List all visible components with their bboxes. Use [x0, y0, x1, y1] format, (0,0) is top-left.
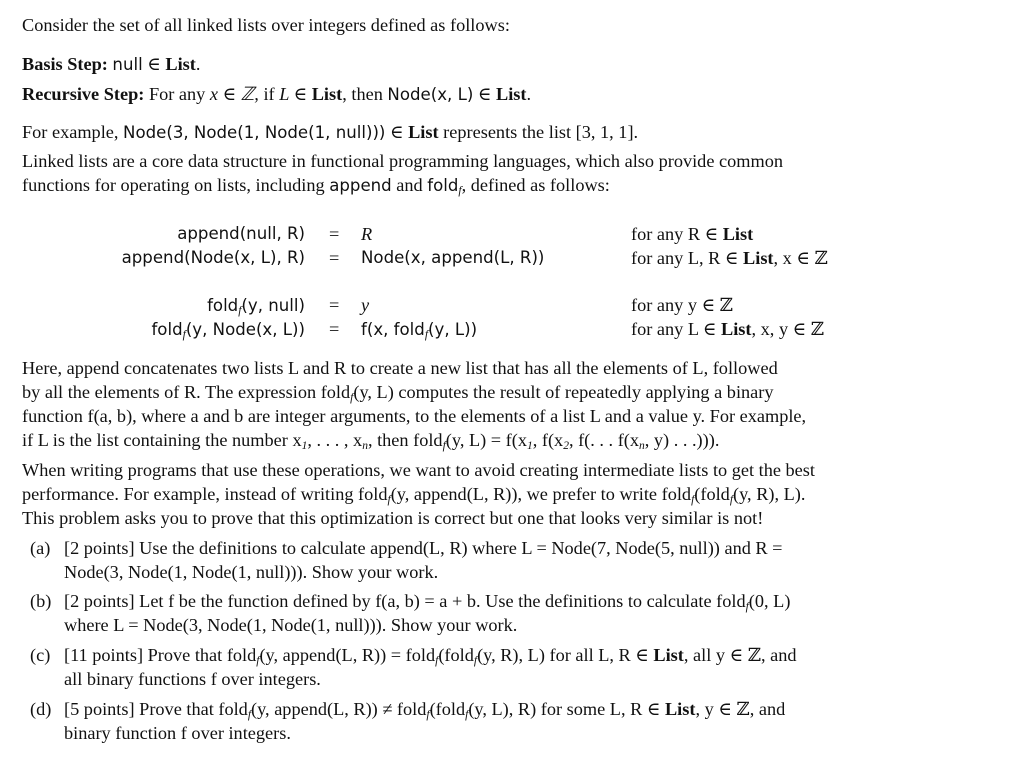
list-kw: List [653, 645, 684, 665]
def-fold-null-eq: = [329, 295, 340, 315]
basis-label: Basis Step: [22, 54, 108, 74]
para1-line1: Linked lists are a core data structure in functional programming languages, which also provide common [22, 151, 783, 171]
sub: 1 [526, 440, 533, 452]
para3-line1: When writing programs that use these operations, we want to avoid creating intermediate lists to get the best [22, 460, 815, 480]
cond-text: for any R ∈ [631, 224, 719, 244]
text: , f(. . . f(x [568, 430, 640, 450]
para1-and: and [396, 175, 423, 195]
question-label: (c) [30, 645, 51, 665]
recursive-text-a: For any [148, 84, 206, 104]
sub: f [247, 709, 252, 721]
def-append-node-lhs: append(Node(x, L), R) [121, 248, 305, 267]
question-text-line2: where L = Node(3, Node(1, Node(1, null))). Show your work. [64, 615, 518, 635]
def-fold-null-rhs: y [361, 295, 370, 315]
sub: f [473, 655, 478, 667]
text: (y, L) = f(x [445, 430, 527, 450]
para1-line2-b: , defined as follows: [461, 175, 610, 195]
recursive-end: . [526, 84, 532, 104]
fold-args: (y, Node(x, L)) [185, 320, 305, 339]
text: (fold [429, 699, 466, 719]
text: [11 points] Prove that fold [64, 645, 257, 665]
sub: f [426, 709, 430, 721]
text: [2 points] Let f be the function defined by f(a, b) = a + b. Use the definitions to calculate fold [64, 591, 746, 611]
text: if L is the list containing the number x [22, 430, 302, 450]
rhs-a: f(x, fold [361, 320, 425, 339]
sub: n [362, 440, 368, 452]
sub: f [350, 392, 354, 404]
cond-text: for any L ∈ [631, 319, 717, 339]
text: , y ∈ ℤ, and [695, 699, 786, 719]
def-append-node-cond [631, 246, 828, 270]
text: performance. For example, instead of writing fold [22, 484, 388, 504]
example-text-b: represents the list [3, 1, 1]. [443, 122, 639, 142]
cond-tail: , x ∈ ℤ [773, 248, 828, 268]
para1-line2 [22, 173, 610, 203]
text: (y, append(L, R)) ≠ fold [251, 699, 427, 719]
cond-tail: , x, y ∈ ℤ [751, 319, 825, 339]
sub: f [442, 440, 446, 452]
cond-list: List [722, 224, 754, 244]
def-append-null-lhs: append(null, R) [177, 224, 305, 243]
sub: f [256, 655, 260, 667]
example-in: ∈ [389, 122, 404, 142]
example-line [22, 120, 638, 145]
recursive-list: List [311, 84, 343, 104]
para2-line3: function f(a, b), where a and b are integer arguments, to the elements of a list L and a value y. For example, [22, 406, 807, 426]
question-label: (d) [30, 699, 52, 719]
para1-fold-sub: f [458, 185, 462, 197]
sub: f [691, 494, 695, 506]
fold-kw: fold [207, 296, 239, 315]
text: (y, append(L, R)), we prefer to write fold [390, 484, 692, 504]
sub: f [435, 655, 439, 667]
fold-sub: f [182, 329, 186, 341]
intro-text: Consider the set of all linked lists over integers defined as follows: [22, 15, 510, 35]
text: , all y ∈ ℤ, and [683, 645, 797, 665]
para1-line2-a: functions for operating on lists, including [22, 175, 325, 195]
para1-fold: fold [427, 176, 459, 195]
text: (y, R), L). [733, 484, 806, 504]
text: (0, L) [748, 591, 791, 611]
fold-args: (y, null) [241, 296, 305, 315]
para1-append: append [329, 176, 392, 195]
recursive-label: Recursive Step: [22, 84, 145, 104]
question-label: (a) [30, 538, 51, 558]
basis-step [22, 52, 200, 77]
def-append-node-eq: = [329, 248, 340, 268]
recursive-if: if [263, 84, 275, 104]
sub: f [729, 494, 734, 506]
text: (y, R), L) for all L, R ∈ [477, 645, 649, 665]
rhs-sub: f [424, 329, 429, 341]
example-list: List [408, 122, 439, 142]
sub: f [745, 601, 749, 613]
def-append-null-eq: = [329, 224, 340, 244]
example-node: Node(3, Node(1, Node(1, null))) [123, 123, 386, 142]
cond-list: List [743, 248, 774, 268]
text: , y) . . .))). [644, 430, 720, 450]
def-fold-null-cond: for any y ∈ ℤ [631, 295, 734, 315]
list-kw: List [664, 699, 696, 719]
def-append-node-rhs: Node(x, append(L, R)) [361, 248, 545, 267]
text: (fold [438, 645, 474, 665]
rhs-b: (y, L)) [428, 320, 478, 339]
cond-list: List [721, 319, 752, 339]
text: (fold [694, 484, 730, 504]
recursive-l-in: L ∈ [279, 84, 308, 104]
text: , . . . , x [307, 430, 363, 450]
basis-elem: ∈ [147, 54, 161, 74]
text: , then fold [367, 430, 443, 450]
def-append-null-rhs: R [361, 224, 373, 244]
recursive-x-in-z: x ∈ ℤ, [209, 84, 259, 104]
recursive-node: Node(x, L) [387, 85, 474, 104]
para3-line3: This problem asks you to prove that this optimization is correct but one that looks very similar is not! [22, 508, 764, 528]
basis-end: . [195, 54, 201, 74]
text: (y, L), R) for some L, R ∈ [468, 699, 661, 719]
question-text-line2: all binary functions f over integers. [64, 669, 321, 689]
recursive-in: ∈ [477, 84, 492, 104]
fold-sub: f [238, 305, 242, 317]
question-text-line2: Node(3, Node(1, Node(1, null))). Show your work. [64, 562, 439, 582]
fold-kw: fold [151, 320, 183, 339]
basis-list: List [165, 54, 196, 74]
sub: f [465, 709, 469, 721]
def-fold-node-rhs [361, 317, 477, 347]
sub: 2 [563, 440, 569, 452]
basis-null: null [112, 55, 143, 74]
example-text-a: For example, [22, 122, 119, 142]
para2-line1: Here, append concatenates two lists L and R to create a new list that has all the elements of L, followed [22, 358, 778, 378]
text: (y, append(L, R)) = fold [259, 645, 436, 665]
text: [5 points] Prove that fold [64, 699, 248, 719]
recursive-list2: List [496, 84, 527, 104]
def-append-null-cond [631, 222, 753, 246]
cond-text: for any L, R ∈ [631, 248, 739, 268]
def-fold-node-eq: = [329, 319, 340, 339]
sub: n [639, 440, 645, 452]
question-text-line2: binary function f over integers. [64, 723, 291, 743]
text: (y, L) computes the result of repeatedly applying a binary [353, 382, 774, 402]
question-label: (b) [30, 591, 52, 611]
recursive-step [22, 82, 531, 107]
recursive-then: , then [342, 84, 383, 104]
sub: 1 [301, 440, 308, 452]
sub: f [387, 494, 391, 506]
def-fold-node-cond [631, 317, 824, 341]
question-text-line1: [2 points] Use the definitions to calculate append(L, R) where L = Node(7, Node(5, null)) and R = [64, 538, 783, 558]
text: , f(x [532, 430, 564, 450]
para2-line4 [22, 428, 719, 458]
text: by all the elements of R. The expression fold [22, 382, 351, 402]
def-fold-node-lhs [0, 317, 305, 347]
